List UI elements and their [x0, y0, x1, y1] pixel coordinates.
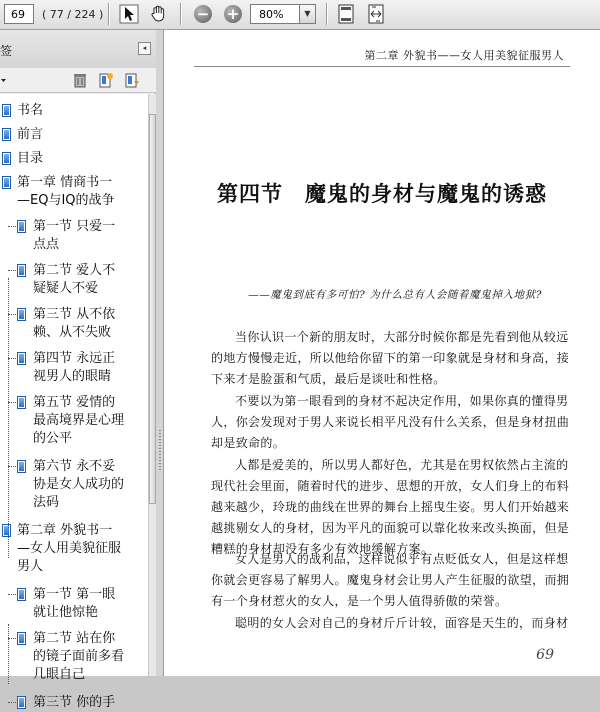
- bookmark-label: 第一节 第一眼: [33, 587, 116, 602]
- fit-page-icon[interactable]: [335, 3, 357, 25]
- bookmark-item[interactable]: [17, 126, 43, 144]
- zoom-level-input[interactable]: 80%: [250, 4, 300, 24]
- bookmark-label: 第五节 爱情的: [33, 395, 116, 410]
- bookmark-label: 第六节 永不妥: [33, 459, 116, 474]
- bookmark-icon: [17, 696, 26, 709]
- bookmark-label: 视男人的眼睛: [33, 369, 112, 384]
- tree-connector: [8, 358, 16, 359]
- bookmark-label: 第二章 外貌书一: [17, 523, 113, 538]
- text-line: 你就会更容易了解男人。魔鬼身材会让男人产生征服的欲望，而拥: [211, 573, 570, 587]
- text-line: 越挑剔女人的身材，因为平凡的面貌可以靠化妆来改头换面，但是: [211, 521, 570, 535]
- bookmark-icon: [17, 632, 26, 645]
- bookmark-label: 最高境界是心理: [33, 413, 125, 428]
- text-line: 现代社会里面，随着时代的进步、思想的开放，女人们身上的布料: [211, 479, 570, 493]
- tree-connector: [8, 624, 9, 684]
- bookmark-item[interactable]: [33, 630, 124, 684]
- bookmark-label: 书名: [17, 103, 44, 118]
- bookmark-item[interactable]: [33, 694, 115, 712]
- bookmark-item[interactable]: [33, 218, 115, 254]
- bookmark-icon: [17, 396, 26, 409]
- bookmark-icon: [17, 220, 26, 233]
- bookmark-label: 赖、从不失败: [33, 325, 112, 340]
- text-line: 人，你会发现对于男人来说长相平凡没有什么关系，但是身材扭曲: [211, 415, 570, 429]
- new-bookmark-icon[interactable]: [98, 72, 114, 88]
- page-count-label: ( 77 / 224 ): [42, 8, 104, 21]
- bookmark-label: 第二节 爱人不: [33, 263, 116, 278]
- bookmark-scrollbar[interactable]: [148, 94, 156, 676]
- text-line: 糟糕的身材却没有多少有效地缓解方案。: [211, 542, 434, 556]
- bookmark-label: 第三节 你的手: [33, 695, 116, 710]
- text-line: 却是致命的。: [211, 436, 286, 450]
- tree-connector: [8, 638, 16, 639]
- text-line: 下来才是脸蛋和气质，最后是谈吐和性格。: [211, 372, 446, 386]
- tree-connector: [8, 402, 16, 403]
- bookmark-item[interactable]: [33, 394, 124, 448]
- bookmark-label: —女人用美貌征服: [17, 541, 122, 556]
- bookmark-label: 几眼自己: [33, 667, 86, 682]
- bookmark-label: 点点: [33, 237, 60, 252]
- bookmark-icon: [2, 104, 11, 117]
- options-dropdown-icon[interactable]: [0, 72, 14, 88]
- text-line: 女人是男人的战利品，这样说似乎有点贬低女人，但是这样想: [235, 552, 569, 566]
- toolbar: [0, 0, 600, 30]
- zoom-out-icon[interactable]: −: [192, 3, 214, 25]
- page-number-footer: 69: [536, 647, 554, 663]
- text-line: 当你认识一个新的朋友时，大部分时候你都是先看到他从较远: [235, 330, 569, 344]
- bookmark-tree: [0, 94, 148, 710]
- bookmark-icon: [17, 460, 26, 473]
- bookmark-label: 第三节 从不依: [33, 307, 116, 322]
- paragraph: [211, 391, 570, 454]
- bookmark-label: 协是女人成功的: [33, 477, 125, 492]
- header-rule: [194, 66, 570, 67]
- text-line: 有一个身材惹火的女人，是一个男人值得骄傲的荣誉。: [211, 594, 508, 608]
- bookmark-label: 第二节 站在你: [33, 631, 116, 646]
- bookmark-label: 男人: [17, 559, 44, 574]
- tree-connector: [8, 466, 16, 467]
- bookmark-label: 的镜子面前多看: [33, 649, 125, 664]
- tree-connector: [8, 226, 16, 227]
- bookmark-label: 第一章 情商书一: [17, 175, 113, 190]
- bookmark-item[interactable]: [33, 350, 115, 386]
- bookmark-item[interactable]: [33, 458, 124, 512]
- bookmark-icon: [17, 264, 26, 277]
- collapse-panel-button[interactable]: ◂: [138, 42, 151, 55]
- bookmark-icon: [17, 352, 26, 365]
- zoom-in-icon[interactable]: +: [222, 3, 244, 25]
- bookmark-label: 法码: [33, 495, 60, 510]
- panel-toolbar: [0, 68, 156, 93]
- bookmark-label: 目录: [17, 151, 44, 166]
- hand-icon[interactable]: [148, 3, 170, 25]
- splitter-grip-icon: [159, 430, 161, 470]
- paragraph: [211, 613, 569, 634]
- bookmarks-panel: [0, 30, 156, 710]
- paragraph: [211, 455, 570, 560]
- page-number-input[interactable]: 69: [4, 4, 34, 24]
- bookmark-item[interactable]: [33, 262, 115, 298]
- text-line: 不要以为第一眼看到的身材不起决定作用，如果你真的懂得男: [235, 394, 569, 408]
- bookmark-icon: [2, 524, 11, 537]
- scrollbar-thumb[interactable]: [149, 114, 156, 504]
- tree-connector: [8, 702, 16, 703]
- expand-bookmark-icon[interactable]: [124, 72, 140, 88]
- tree-connector: [8, 314, 16, 315]
- bookmark-item[interactable]: [33, 306, 115, 342]
- bookmark-item[interactable]: [17, 174, 115, 210]
- bookmark-label: 前言: [17, 127, 44, 142]
- document-page: [164, 30, 600, 676]
- section-title: 第四节 魔鬼的身材与魔鬼的诱惑: [217, 181, 547, 206]
- bookmark-icon: [2, 128, 11, 141]
- bookmark-label: 疑疑人不爱: [33, 281, 99, 296]
- panel-splitter[interactable]: [156, 30, 164, 676]
- text-line: 人都是爱美的，所以男人都好色，尤其是在男权依然占主流的: [235, 458, 569, 472]
- panel-header: [0, 30, 156, 69]
- zoom-dropdown-button[interactable]: ▼: [300, 4, 316, 24]
- toolbar-separator: [180, 3, 182, 25]
- bookmark-label: 第四节 永远正: [33, 351, 116, 366]
- tree-connector: [8, 594, 16, 595]
- running-header: 第二章 外貌书——女人用美貌征服男人: [364, 49, 564, 62]
- bookmark-icon: [17, 308, 26, 321]
- bookmark-label: 就让他惊艳: [33, 605, 99, 620]
- bookmark-item[interactable]: [33, 586, 115, 622]
- text-line: 越来越少，玲珑的曲线在世界的舞台上摇曳生姿。男人们开始越来: [211, 500, 570, 514]
- select-arrow-icon[interactable]: [118, 3, 140, 25]
- bookmark-label: —EQ与IQ的战争: [17, 193, 115, 208]
- section-subtitle: ——魔鬼到底有多可怕? 为什么总有人会随着魔鬼掉入地狱?: [248, 289, 542, 301]
- toolbar-separator: [326, 3, 328, 25]
- panel-title: 签: [0, 44, 13, 58]
- fit-width-icon[interactable]: [365, 3, 387, 25]
- text-line: 的地方慢慢走近，所以他给你留下的第一印象就是身材和身高，接: [211, 351, 570, 365]
- bookmark-item[interactable]: [17, 150, 43, 168]
- tree-connector: [8, 270, 16, 271]
- tree-connector: [8, 278, 9, 558]
- paragraph: [211, 549, 570, 612]
- paragraph: [211, 327, 570, 390]
- bookmark-item[interactable]: [17, 102, 43, 120]
- toolbar-separator: [108, 3, 110, 25]
- bookmark-icon: [2, 176, 11, 189]
- delete-bookmark-icon[interactable]: [72, 72, 88, 88]
- bookmark-label: 的公平: [33, 431, 73, 446]
- bookmark-label: 第一节 只爱一: [33, 219, 116, 234]
- text-line: 聪明的女人会对自己的身材斤斤计较，面容是天生的，而身材: [235, 616, 569, 630]
- bookmark-item[interactable]: [17, 522, 121, 576]
- bookmark-icon: [17, 588, 26, 601]
- bookmark-icon: [2, 152, 11, 165]
